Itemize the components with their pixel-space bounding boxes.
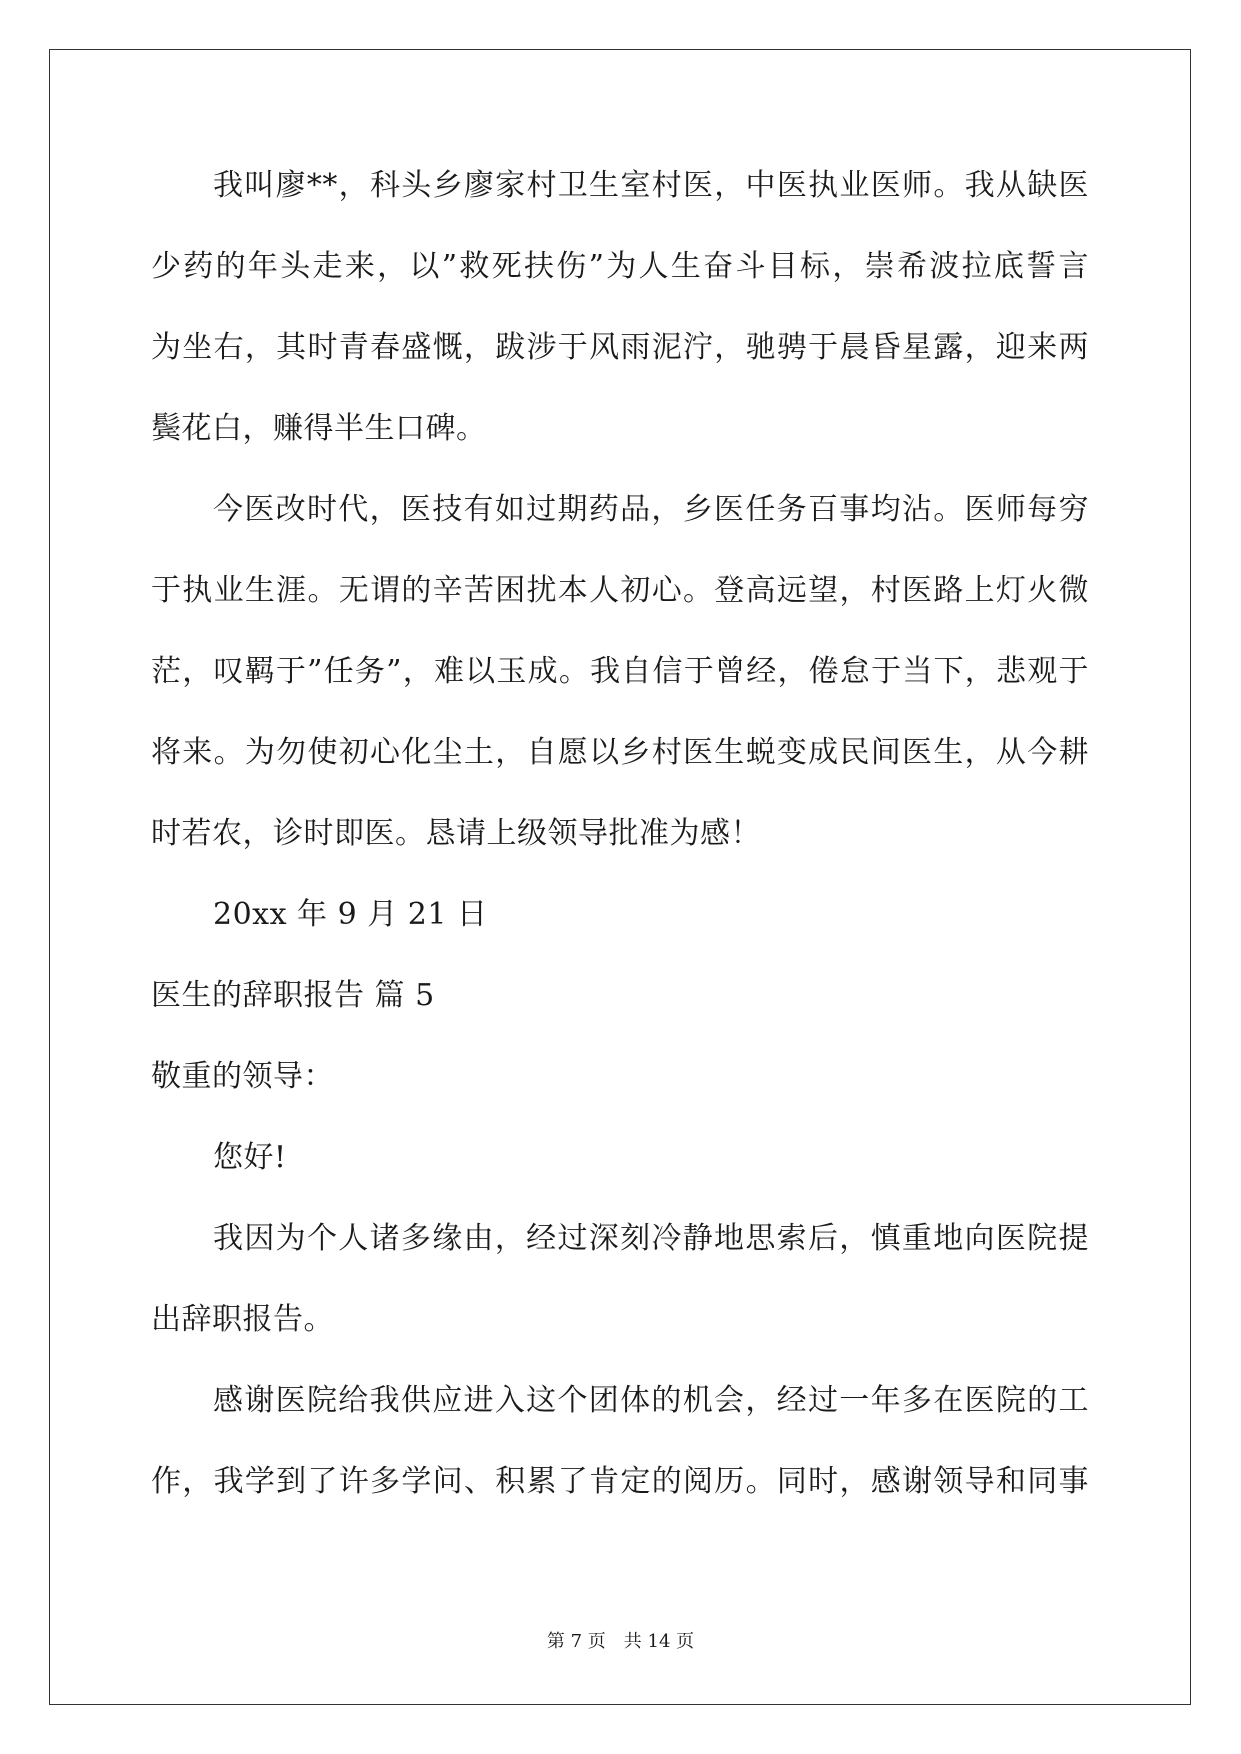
paragraph-4-line-2: 作，我学到了许多学问、积累了肯定的阅历。同时，感谢领导和同事 [151,1464,1089,1499]
paragraph-1-line-1: 我叫廖**，科头乡廖家村卫生室村医，中医执业医师。我从缺医 [213,168,1089,203]
salutation: 敬重的领导： [151,1059,334,1094]
paragraph-1-line-2: 少药的年头走来，以”救死扶伤”为人生奋斗目标，崇希波拉底誓言 [151,249,1089,284]
section-heading: 医生的辞职报告 篇 5 [151,978,435,1013]
page-footer [0,1631,1241,1653]
paragraph-2-line-5: 时若农，诊时即医。恳请上级领导批准为感！ [151,816,761,851]
paragraph-1-line-4: 鬓花白，赚得半生口碑。 [151,411,487,446]
page-number: 第 7 页 [546,1631,606,1652]
paragraph-3-line-2: 出辞职报告。 [151,1302,334,1337]
paragraph-2-line-1: 今医改时代，医技有如过期药品，乡医任务百事均沾。医师每穷 [213,492,1089,527]
date-line: 20xx 年 9 月 21 日 [213,897,488,932]
paragraph-2-line-4: 将来。为勿使初心化尘土，自愿以乡村医生蜕变成民间医生，从今耕 [151,735,1089,770]
page-total: 共 14 页 [623,1631,695,1652]
page-border [49,49,1191,1705]
paragraph-3-line-1: 我因为个人诸多缘由，经过深刻冷静地思索后，慎重地向医院提 [213,1221,1089,1256]
paragraph-2-line-3: 茫，叹羁于”任务”，难以玉成。我自信于曾经，倦怠于当下，悲观于 [151,654,1089,689]
paragraph-2-line-2: 于执业生涯。无谓的辛苦困扰本人初心。登高远望，村医路上灯火微 [151,573,1089,608]
greeting: 您好! [213,1140,287,1175]
paragraph-4-line-1: 感谢医院给我供应进入这个团体的机会，经过一年多在医院的工 [213,1383,1089,1418]
paragraph-1-line-3: 为坐右，其时青春盛慨，跋涉于风雨泥泞，驰骋于晨昏星露，迎来两 [151,330,1089,365]
